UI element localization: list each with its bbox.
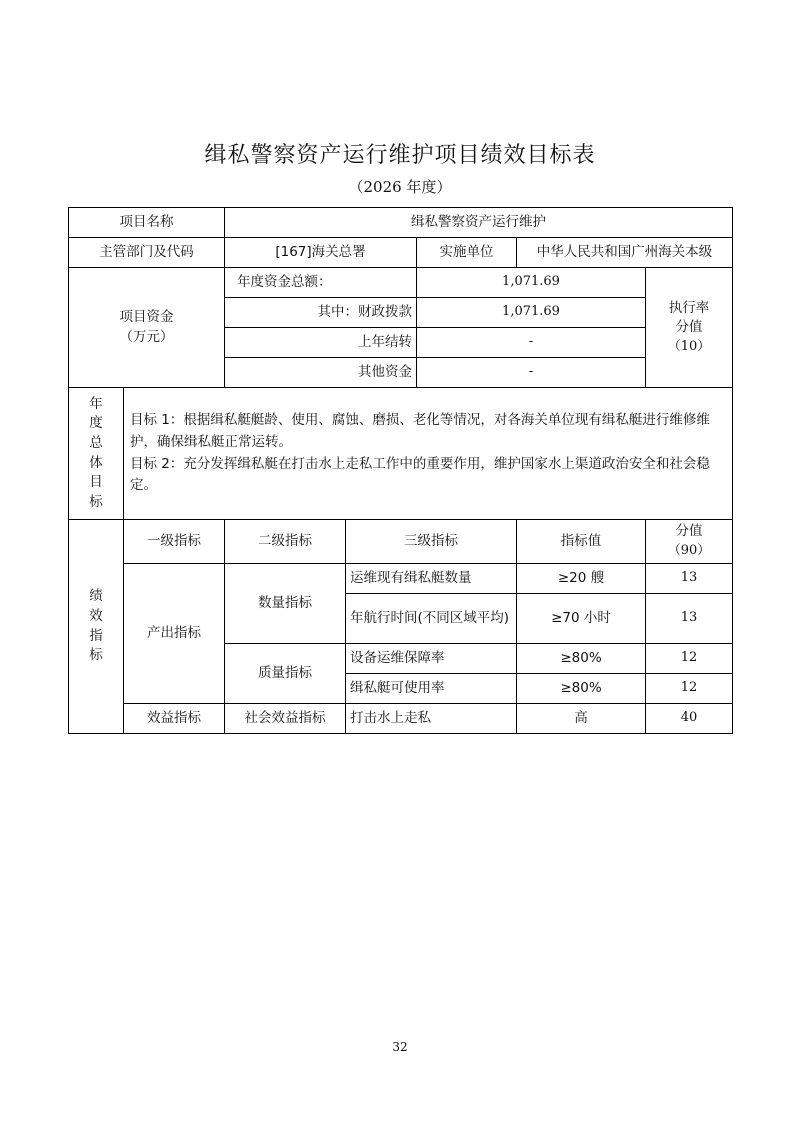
- total-funds-label: 年度资金总额：: [225, 268, 417, 298]
- performance-target-table: [68, 207, 733, 734]
- funds-label: [69, 268, 225, 388]
- header-level3: 三级指标: [346, 520, 517, 564]
- quality-indicator-label: 质量指标: [225, 644, 346, 704]
- project-name-label: 项目名称: [69, 208, 225, 238]
- indicator-row-value: ≥70 小时: [517, 594, 646, 644]
- indicator-row-value: ≥80%: [517, 674, 646, 704]
- indicator-row-level3: 缉私艇可使用率: [346, 674, 517, 704]
- execution-rate-line1: 执行率: [668, 299, 710, 316]
- indicator-row-score: 12: [646, 674, 733, 704]
- fiscal-funds-label: 其中：财政拨款: [225, 298, 417, 328]
- goal-1: 目标 1：根据缉私艇艇龄、使用、腐蚀、磨损、老化等情况，对各海关单位现有缉私艇进行维修维护，确保缉私艇正常运转。: [130, 412, 710, 450]
- indicator-row-level3: 运维现有缉私艇数量: [346, 564, 517, 594]
- indicator-row-value: ≥80%: [517, 644, 646, 674]
- indicators-label: [69, 520, 124, 734]
- total-funds-value: 1,071.69: [417, 268, 646, 298]
- execution-rate-line3: （10）: [667, 338, 711, 354]
- department-value: [167]海关总署: [225, 238, 417, 268]
- goal-2: 目标 2：充分发挥缉私艇在打击水上走私工作中的重要作用，维护国家水上渠道政治安全和社会稳定。: [130, 455, 710, 494]
- indicator-row-score: 13: [646, 564, 733, 594]
- indicator-row-score: 12: [646, 644, 733, 674]
- carryover-funds-value: -: [417, 328, 646, 358]
- header-score: [646, 520, 733, 564]
- page-title: 缉私警察资产运行维护项目绩效目标表: [204, 143, 596, 168]
- indicators-label-text: 绩效指标: [89, 588, 103, 664]
- header-score-line1: 分值: [675, 523, 703, 540]
- execution-rate-line2: 分值: [675, 319, 703, 336]
- funds-label-line2: （万元）: [119, 328, 174, 345]
- department-label: 主管部门及代码: [69, 238, 225, 268]
- indicator-row-level3: 打击水上走私: [346, 704, 517, 734]
- indicator-row-level3: 设备运维保障率: [346, 644, 517, 674]
- other-funds-label: 其他资金: [225, 358, 417, 388]
- other-funds-value: -: [417, 358, 646, 388]
- indicator-row-value: ≥20 艘: [517, 564, 646, 594]
- annual-goals-label-text: 年度总体目标: [89, 395, 103, 510]
- output-indicator-label: 产出指标: [124, 564, 225, 704]
- quantity-indicator-label: 数量指标: [225, 564, 346, 644]
- header-value: 指标值: [517, 520, 646, 564]
- indicator-row-score: 13: [646, 594, 733, 644]
- indicator-row-score: 40: [646, 704, 733, 734]
- indicator-row-value: 高: [517, 704, 646, 734]
- funds-label-line1: 项目资金: [119, 308, 174, 325]
- annual-goals-content: [124, 388, 733, 520]
- social-benefit-indicator-label: 社会效益指标: [225, 704, 346, 734]
- benefit-indicator-label: 效益指标: [124, 704, 225, 734]
- page-number: 32: [392, 1040, 408, 1054]
- unit-value: 中华人民共和国广州海关本级: [517, 238, 733, 268]
- header-level1: 一级指标: [124, 520, 225, 564]
- header-score-line2: （90）: [667, 542, 711, 558]
- carryover-funds-label: 上年结转: [225, 328, 417, 358]
- annual-goals-label: [69, 388, 124, 520]
- unit-label: 实施单位: [417, 238, 517, 268]
- indicator-row-level3: 年航行时间(不同区域平均): [346, 594, 517, 644]
- page-subtitle: （2026 年度）: [348, 178, 452, 196]
- project-name-value: 缉私警察资产运行维护: [225, 208, 733, 238]
- header-level2: 二级指标: [225, 520, 346, 564]
- fiscal-funds-value: 1,071.69: [417, 298, 646, 328]
- execution-rate-score: [646, 268, 733, 388]
